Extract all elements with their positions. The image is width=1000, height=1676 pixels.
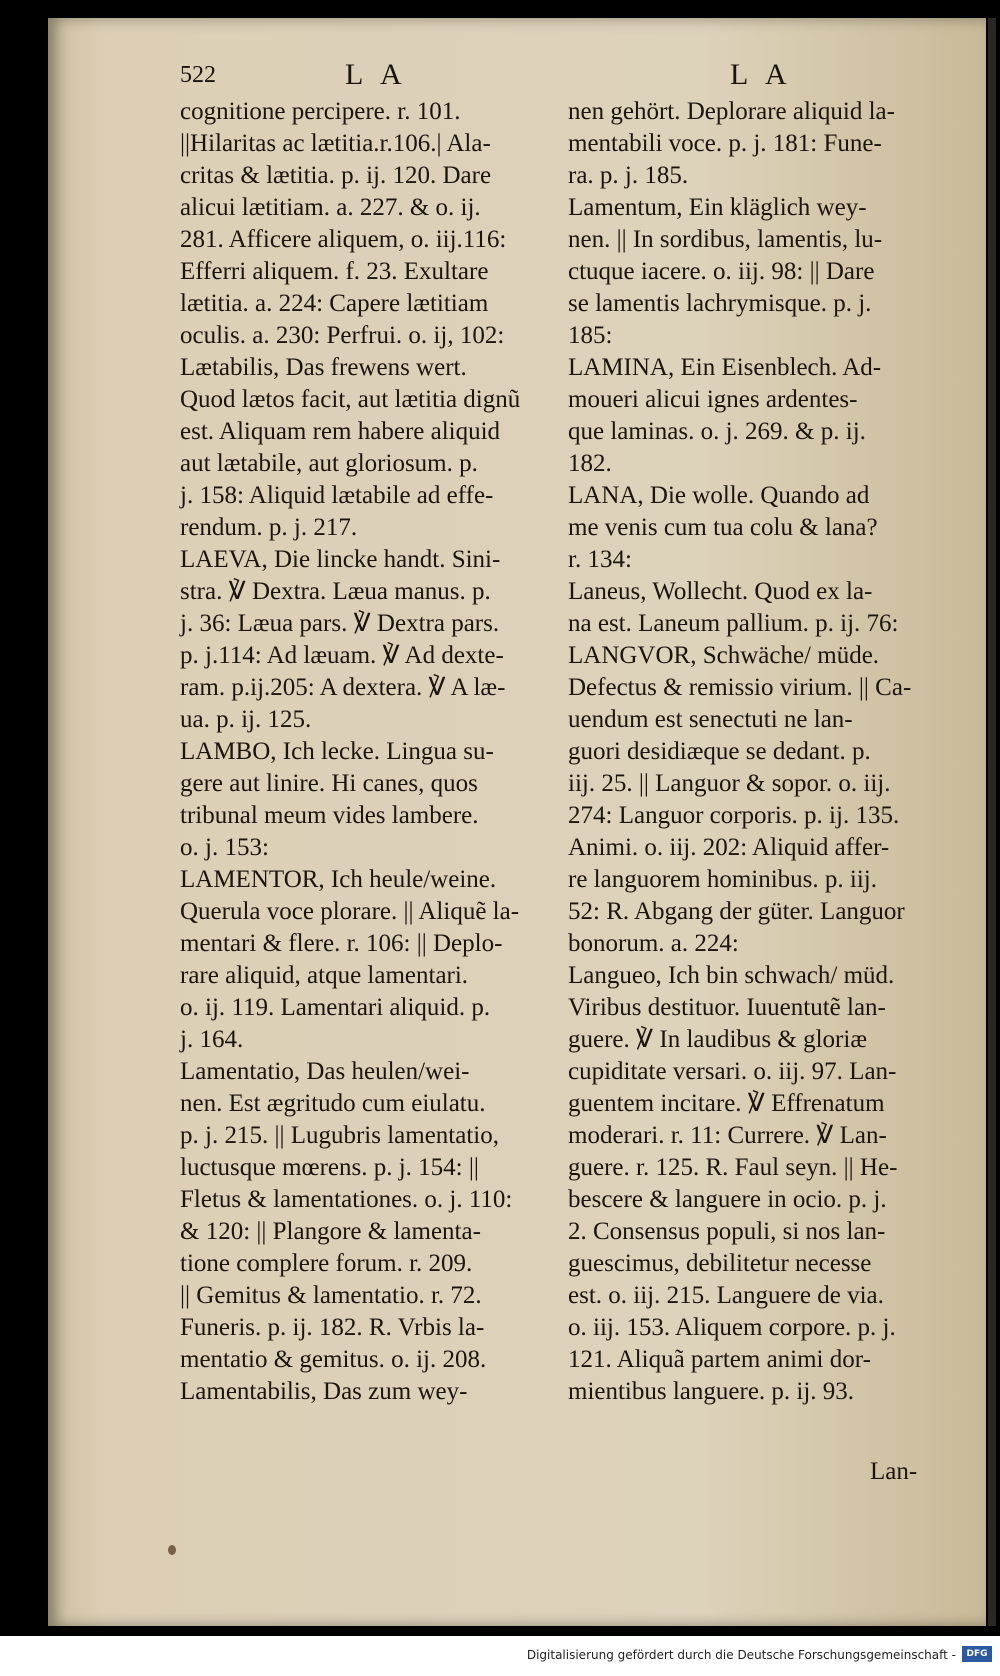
running-header-right: L A bbox=[730, 58, 793, 91]
text-line: guere. r. 125. R. Faul seyn. || He- bbox=[568, 1154, 898, 1181]
text-line: o. ij. 119. Lamentari aliquid. p. bbox=[180, 994, 491, 1021]
text-line: rare aliquid, atque lamentari. bbox=[180, 962, 469, 989]
text-line: || Gemitus & lamentatio. r. 72. bbox=[180, 1282, 482, 1309]
text-line: 182. bbox=[568, 450, 612, 477]
text-line: ctuque iacere. o. iij. 98: || Dare bbox=[568, 258, 875, 285]
text-line: 52: R. Abgang der güter. Languor bbox=[568, 898, 905, 925]
text-line: uendum est senectuti ne lan- bbox=[568, 706, 853, 733]
text-line: LAMBO, Ich lecke. Lingua su- bbox=[180, 738, 494, 765]
text-line: Langueo, Ich bin schwach/ müd. bbox=[568, 962, 895, 989]
text-line: Lamentabilis, Das zum wey- bbox=[180, 1378, 468, 1405]
text-line: guescimus, debilitetur necesse bbox=[568, 1250, 872, 1277]
text-line: nen. || In sordibus, lamentis, lu- bbox=[568, 226, 883, 253]
running-header-left: L A bbox=[345, 58, 408, 91]
text-line: iij. 25. || Languor & sopor. o. iij. bbox=[568, 770, 891, 797]
text-line: Efferri aliquem. f. 23. Exultare bbox=[180, 258, 489, 285]
text-line: mentatio & gemitus. o. ij. 208. bbox=[180, 1346, 487, 1373]
text-line: re languorem hominibus. p. iij. bbox=[568, 866, 877, 893]
text-line: rendum. p. j. 217. bbox=[180, 514, 358, 541]
text-line: ram. p.ij.205: A dextera. ℣ A læ- bbox=[180, 674, 506, 701]
text-line: bescere & languere in ocio. p. j. bbox=[568, 1186, 887, 1213]
text-line: LAEVA, Die lincke handt. Sini- bbox=[180, 546, 501, 573]
text-line: j. 36: Læua pars. ℣ Dextra pars. bbox=[180, 610, 500, 637]
text-line: critas & lætitia. p. ij. 120. Dare bbox=[180, 162, 492, 189]
text-line: nen. Est ægritudo cum eiulatu. bbox=[180, 1090, 486, 1117]
footer-bar bbox=[0, 1636, 1000, 1676]
text-line: Lamentatio, Das heulen/wei- bbox=[180, 1058, 470, 1085]
text-line: guentem incitare. ℣ Effrenatum bbox=[568, 1090, 885, 1117]
text-line: se lamentis lachrymisque. p. j. bbox=[568, 290, 872, 317]
text-line: & 120: || Plangore & lamenta- bbox=[180, 1218, 481, 1245]
text-line: luctusque mœrens. p. j. 154: || bbox=[180, 1154, 479, 1181]
text-line: Quod lætos facit, aut lætitia dignũ bbox=[180, 386, 521, 413]
dfg-logo: DFG bbox=[962, 1646, 992, 1662]
text-line: moderari. r. 11: Currere. ℣ Lan- bbox=[568, 1122, 887, 1149]
text-line: 2. Consensus populi, si nos lan- bbox=[568, 1218, 886, 1245]
text-line: gere aut linire. Hi canes, quos bbox=[180, 770, 478, 797]
ink-smudge bbox=[168, 1545, 176, 1555]
text-line: Querula voce plorare. || Aliquẽ la- bbox=[180, 898, 520, 925]
text-line: Lætabilis, Das frewens wert. bbox=[180, 354, 467, 381]
page-number: 522 bbox=[180, 62, 216, 88]
text-line: Viribus destituor. Iuuentutẽ lan- bbox=[568, 994, 886, 1021]
text-line: Defectus & remissio virium. || Ca- bbox=[568, 674, 912, 701]
text-line: stra. ℣ Dextra. Læua manus. p. bbox=[180, 578, 491, 605]
page-edge bbox=[988, 18, 996, 1626]
catchword: Lan- bbox=[870, 1458, 918, 1485]
text-line: bonorum. a. 224: bbox=[568, 930, 739, 957]
text-line: cognitione percipere. r. 101. bbox=[180, 98, 461, 125]
right-column bbox=[568, 96, 946, 1408]
text-line: me venis cum tua colu & lana? bbox=[568, 514, 878, 541]
text-line: j. 164. bbox=[180, 1026, 244, 1053]
text-line: mientibus languere. p. ij. 93. bbox=[568, 1378, 855, 1405]
text-line: j. 158: Aliquid lætabile ad effe- bbox=[180, 482, 494, 509]
text-line: aut lætabile, aut gloriosum. p. bbox=[180, 450, 478, 477]
text-line: ra. p. j. 185. bbox=[568, 162, 689, 189]
text-line: Laneus, Wollecht. Quod ex la- bbox=[568, 578, 873, 605]
text-line: LANA, Die wolle. Quando ad bbox=[568, 482, 870, 509]
text-line: 281. Afficere aliquem, o. iij.116: bbox=[180, 226, 507, 253]
text-line: est. Aliquam rem habere aliquid bbox=[180, 418, 501, 445]
text-line: nen gehört. Deplorare aliquid la- bbox=[568, 98, 895, 125]
text-line: Lamentum, Ein kläglich wey- bbox=[568, 194, 867, 221]
text-line: est. o. iij. 215. Languere de via. bbox=[568, 1282, 884, 1309]
text-line: mentari & flere. r. 106: || Deplo- bbox=[180, 930, 503, 957]
text-line: cupiditate versari. o. iij. 97. Lan- bbox=[568, 1058, 897, 1085]
text-line: 121. Aliquã partem animi dor- bbox=[568, 1346, 871, 1373]
text-line: guere. ℣ In laudibus & gloriæ bbox=[568, 1026, 867, 1053]
text-line: lætitia. a. 224: Capere lætitiam bbox=[180, 290, 489, 317]
text-line: moueri alicui ignes ardentes- bbox=[568, 386, 858, 413]
text-line: o. iij. 153. Aliquem corpore. p. j. bbox=[568, 1314, 896, 1341]
text-line: oculis. a. 230: Perfrui. o. ij, 102: bbox=[180, 322, 505, 349]
text-line: Animi. o. iij. 202: Aliquid affer- bbox=[568, 834, 890, 861]
text-line: mentabili voce. p. j. 181: Fune- bbox=[568, 130, 882, 157]
text-line: tribunal meum vides lambere. bbox=[180, 802, 479, 829]
footer-credit: Digitalisierung gefördert durch die Deutsche Forschungsgemeinschaft - bbox=[526, 1648, 956, 1662]
text-line: na est. Laneum pallium. p. ij. 76: bbox=[568, 610, 899, 637]
text-line: Fletus & lamentationes. o. j. 110: bbox=[180, 1186, 513, 1213]
text-line: LANGVOR, Schwäche/ müde. bbox=[568, 642, 880, 669]
text-line: LAMINA, Ein Eisenblech. Ad- bbox=[568, 354, 882, 381]
text-line: p. j.114: Ad læuam. ℣ Ad dexte- bbox=[180, 642, 504, 669]
text-line: 274: Languor corporis. p. ij. 135. bbox=[568, 802, 900, 829]
text-line: r. 134: bbox=[568, 546, 632, 573]
text-line: p. j. 215. || Lugubris lamentatio, bbox=[180, 1122, 499, 1149]
text-line: alicui lætitiam. a. 227. & o. ij. bbox=[180, 194, 481, 221]
text-line: tione complere forum. r. 209. bbox=[180, 1250, 473, 1277]
text-line: Funeris. p. ij. 182. R. Vrbis la- bbox=[180, 1314, 485, 1341]
text-line: ua. p. ij. 125. bbox=[180, 706, 312, 733]
left-column bbox=[180, 96, 555, 1408]
text-line: 185: bbox=[568, 322, 613, 349]
text-line: LAMENTOR, Ich heule/weine. bbox=[180, 866, 497, 893]
text-line: guori desidiæque se dedant. p. bbox=[568, 738, 871, 765]
text-line: o. j. 153: bbox=[180, 834, 269, 861]
text-line: ||Hilaritas ac lætitia.r.106.| Ala- bbox=[180, 130, 491, 157]
text-line: que laminas. o. j. 269. & p. ij. bbox=[568, 418, 866, 445]
